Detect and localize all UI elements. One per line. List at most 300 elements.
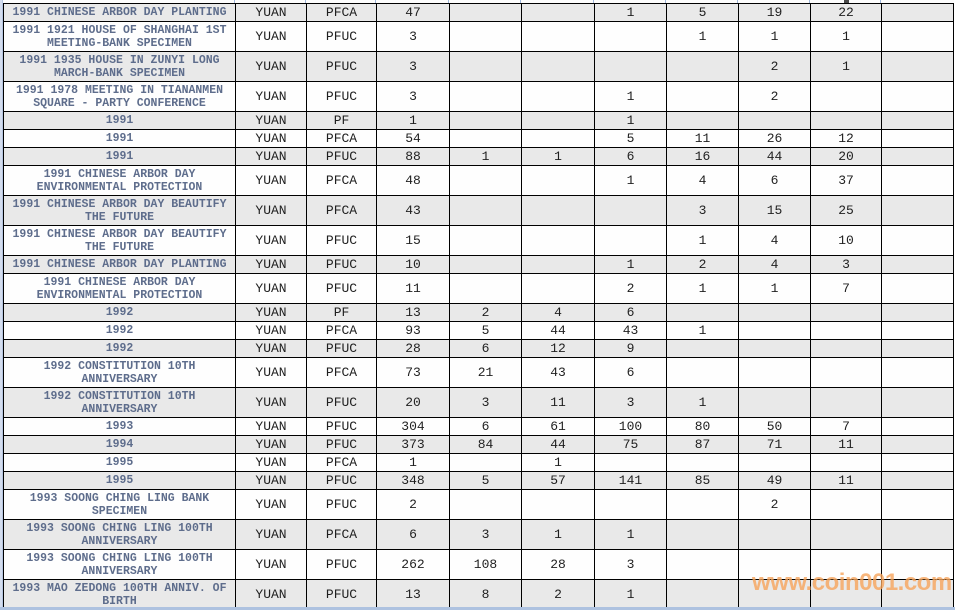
grade-col-6-cell	[811, 454, 882, 471]
grade-col-3-cell: 1	[595, 166, 667, 195]
description-cell: 1995	[4, 472, 236, 489]
grade-col-1-cell: 6	[450, 418, 522, 435]
grade-col-7-cell	[882, 82, 954, 111]
grade-col-6-cell: 7	[811, 274, 882, 303]
table-row	[4, 196, 954, 226]
grade-col-1-cell	[450, 82, 522, 111]
grade-col-1-cell: 3	[450, 388, 522, 417]
grade-col-3-cell: 43	[595, 322, 667, 339]
description-cell: 1993 SOONG CHING LING 100TH ANNIVERSARY	[4, 520, 236, 549]
grade-col-7-cell	[882, 418, 954, 435]
grade-col-5-cell	[739, 358, 811, 387]
currency-cell: YUAN	[236, 148, 307, 165]
table-row	[4, 130, 954, 148]
currency-cell: YUAN	[236, 130, 307, 147]
grade-col-6-cell	[811, 304, 882, 321]
grade-col-4-cell	[667, 112, 739, 129]
total-count-cell: 1	[377, 454, 450, 471]
grade-col-7-cell	[882, 454, 954, 471]
grade-col-2-cell: 44	[522, 436, 595, 453]
grade-col-1-cell	[450, 4, 522, 21]
grade-col-5-cell	[739, 388, 811, 417]
grade-col-4-cell: 85	[667, 472, 739, 489]
grade-col-1-cell: 2	[450, 304, 522, 321]
grade-col-1-cell: 8	[450, 580, 522, 609]
grade-col-5-cell: 26	[739, 130, 811, 147]
grade-col-5-cell	[739, 340, 811, 357]
grade-type-cell: PFUC	[307, 274, 377, 303]
grade-type-cell: PFUC	[307, 388, 377, 417]
grade-col-1-cell	[450, 130, 522, 147]
grade-col-4-cell: 1	[667, 388, 739, 417]
currency-cell: YUAN	[236, 322, 307, 339]
grade-col-7-cell	[882, 322, 954, 339]
total-count-cell: 10	[377, 256, 450, 273]
currency-cell: YUAN	[236, 520, 307, 549]
grade-col-5-cell: 19	[739, 4, 811, 21]
grade-col-4-cell: 1	[667, 22, 739, 51]
total-count-cell: 48	[377, 166, 450, 195]
currency-cell: YUAN	[236, 340, 307, 357]
grade-col-4-cell: 5	[667, 4, 739, 21]
grade-col-1-cell	[450, 112, 522, 129]
table-row	[4, 490, 954, 520]
grade-col-3-cell: 6	[595, 148, 667, 165]
grade-type-cell: PFCA	[307, 166, 377, 195]
grade-col-6-cell	[811, 340, 882, 357]
grade-col-7-cell	[882, 550, 954, 579]
sliver-column-tick	[880, 0, 881, 3]
total-count-cell: 1	[377, 112, 450, 129]
grade-col-4-cell: 16	[667, 148, 739, 165]
grade-col-5-cell: 2	[739, 490, 811, 519]
total-count-cell: 348	[377, 472, 450, 489]
grade-col-3-cell: 5	[595, 130, 667, 147]
grade-col-7-cell	[882, 256, 954, 273]
total-count-cell: 6	[377, 520, 450, 549]
currency-cell: YUAN	[236, 226, 307, 255]
description-cell: 1991 1921 HOUSE OF SHANGHAI 1ST MEETING-BANK SPECIMEN	[4, 22, 236, 51]
grade-col-6-cell	[811, 520, 882, 549]
table-row	[4, 82, 954, 112]
grade-col-4-cell: 1	[667, 226, 739, 255]
grade-col-3-cell: 2	[595, 274, 667, 303]
grade-col-5-cell: 1	[739, 274, 811, 303]
grade-col-6-cell: 3	[811, 256, 882, 273]
sliver-column-tick	[809, 0, 810, 3]
description-cell: 1992	[4, 304, 236, 321]
grade-col-6-cell: 20	[811, 148, 882, 165]
grade-col-6-cell: 22	[811, 4, 882, 21]
grade-type-cell: PFCA	[307, 196, 377, 225]
grade-col-5-cell: 50	[739, 418, 811, 435]
grade-type-cell: PFCA	[307, 4, 377, 21]
grade-col-6-cell	[811, 322, 882, 339]
grade-col-3-cell: 3	[595, 388, 667, 417]
grade-col-1-cell	[450, 490, 522, 519]
total-count-cell: 262	[377, 550, 450, 579]
grade-col-1-cell	[450, 226, 522, 255]
grade-col-7-cell	[882, 4, 954, 21]
grade-col-5-cell: 49	[739, 472, 811, 489]
grade-col-4-cell	[667, 82, 739, 111]
grade-col-2-cell	[522, 226, 595, 255]
description-cell: 1991 CHINESE ARBOR DAY BEAUTIFY THE FUTURE	[4, 196, 236, 225]
grade-col-4-cell	[667, 580, 739, 609]
grade-col-3-cell: 100	[595, 418, 667, 435]
grade-col-3-cell: 1	[595, 580, 667, 609]
table-row	[4, 22, 954, 52]
description-cell: 1991	[4, 130, 236, 147]
table-row	[4, 520, 954, 550]
grade-col-2-cell: 57	[522, 472, 595, 489]
total-count-cell: 3	[377, 22, 450, 51]
total-count-cell: 373	[377, 436, 450, 453]
grade-col-3-cell	[595, 52, 667, 81]
grade-col-2-cell	[522, 256, 595, 273]
total-count-cell: 20	[377, 388, 450, 417]
total-count-cell: 88	[377, 148, 450, 165]
table-row	[4, 304, 954, 322]
grade-type-cell: PFUC	[307, 226, 377, 255]
grade-col-1-cell: 1	[450, 148, 522, 165]
table-row	[4, 274, 954, 304]
table-row	[4, 148, 954, 166]
grade-col-7-cell	[882, 130, 954, 147]
grade-col-2-cell: 12	[522, 340, 595, 357]
sliver-column-tick	[593, 0, 594, 3]
currency-cell: YUAN	[236, 436, 307, 453]
table-row	[4, 436, 954, 454]
grade-col-3-cell: 1	[595, 4, 667, 21]
grade-col-7-cell	[882, 358, 954, 387]
grade-col-2-cell: 44	[522, 322, 595, 339]
grade-col-2-cell	[522, 490, 595, 519]
grade-type-cell: PFUC	[307, 490, 377, 519]
grade-col-3-cell: 1	[595, 520, 667, 549]
grade-col-6-cell	[811, 490, 882, 519]
grade-col-6-cell: 12	[811, 130, 882, 147]
table-row	[4, 226, 954, 256]
grade-col-3-cell: 1	[595, 112, 667, 129]
grade-col-6-cell: 7	[811, 418, 882, 435]
grade-col-4-cell	[667, 52, 739, 81]
sliver-column-tick	[737, 0, 738, 3]
table-row	[4, 4, 954, 22]
grade-col-3-cell	[595, 226, 667, 255]
grade-col-7-cell	[882, 388, 954, 417]
description-cell: 1995	[4, 454, 236, 471]
grade-col-2-cell	[522, 166, 595, 195]
description-cell: 1992 CONSTITUTION 10TH ANNIVERSARY	[4, 388, 236, 417]
grade-col-4-cell	[667, 454, 739, 471]
grade-col-5-cell	[739, 112, 811, 129]
grade-col-3-cell: 9	[595, 340, 667, 357]
grade-col-3-cell: 6	[595, 358, 667, 387]
grade-col-2-cell	[522, 4, 595, 21]
currency-cell: YUAN	[236, 196, 307, 225]
grade-col-2-cell: 1	[522, 520, 595, 549]
table-row	[4, 112, 954, 130]
grade-col-4-cell: 1	[667, 322, 739, 339]
grade-col-4-cell: 80	[667, 418, 739, 435]
grade-col-3-cell: 1	[595, 256, 667, 273]
grade-col-4-cell	[667, 520, 739, 549]
page-left-border	[0, 0, 3, 610]
grade-col-7-cell	[882, 196, 954, 225]
currency-cell: YUAN	[236, 472, 307, 489]
grade-type-cell: PFUC	[307, 22, 377, 51]
grade-col-5-cell	[739, 454, 811, 471]
total-count-cell: 2	[377, 490, 450, 519]
currency-cell: YUAN	[236, 550, 307, 579]
grade-col-2-cell: 1	[522, 454, 595, 471]
grade-col-3-cell: 1	[595, 82, 667, 111]
grade-col-1-cell: 3	[450, 520, 522, 549]
grade-col-5-cell	[739, 580, 811, 609]
grade-type-cell: PFCA	[307, 130, 377, 147]
grade-col-3-cell: 6	[595, 304, 667, 321]
table-row	[4, 358, 954, 388]
grade-col-1-cell: 84	[450, 436, 522, 453]
table-row	[4, 550, 954, 580]
grade-col-5-cell: 44	[739, 148, 811, 165]
grade-col-6-cell: 11	[811, 436, 882, 453]
currency-cell: YUAN	[236, 4, 307, 21]
description-cell: 1991	[4, 112, 236, 129]
grade-col-2-cell	[522, 112, 595, 129]
grade-col-4-cell	[667, 358, 739, 387]
grade-col-4-cell	[667, 304, 739, 321]
description-cell: 1993 MAO ZEDONG 100TH ANNIV. OF BIRTH	[4, 580, 236, 609]
grade-col-1-cell: 5	[450, 472, 522, 489]
currency-cell: YUAN	[236, 82, 307, 111]
grade-col-4-cell: 11	[667, 130, 739, 147]
grade-col-2-cell	[522, 274, 595, 303]
description-cell: 1991 CHINESE ARBOR DAY ENVIRONMENTAL PROTECTION	[4, 274, 236, 303]
total-count-cell: 43	[377, 196, 450, 225]
grade-type-cell: PFCA	[307, 454, 377, 471]
grade-type-cell: PFUC	[307, 472, 377, 489]
grade-col-7-cell	[882, 52, 954, 81]
grade-col-5-cell: 4	[739, 226, 811, 255]
population-table	[3, 4, 954, 610]
grade-col-7-cell	[882, 340, 954, 357]
grade-col-5-cell	[739, 520, 811, 549]
total-count-cell: 13	[377, 580, 450, 609]
grade-col-5-cell: 4	[739, 256, 811, 273]
partial-header-glyph	[844, 0, 849, 3]
grade-col-6-cell	[811, 358, 882, 387]
grade-col-1-cell	[450, 22, 522, 51]
grade-col-4-cell: 4	[667, 166, 739, 195]
grade-col-1-cell	[450, 196, 522, 225]
sliver-column-tick	[375, 0, 376, 3]
total-count-cell: 13	[377, 304, 450, 321]
grade-col-1-cell	[450, 52, 522, 81]
sliver-column-tick	[234, 0, 235, 3]
grade-col-4-cell	[667, 490, 739, 519]
grade-col-2-cell	[522, 52, 595, 81]
grade-col-1-cell: 6	[450, 340, 522, 357]
grade-col-5-cell: 71	[739, 436, 811, 453]
grade-col-3-cell	[595, 454, 667, 471]
table-row	[4, 580, 954, 610]
currency-cell: YUAN	[236, 418, 307, 435]
grade-col-5-cell: 15	[739, 196, 811, 225]
grade-col-6-cell: 11	[811, 472, 882, 489]
description-cell: 1991 CHINESE ARBOR DAY ENVIRONMENTAL PROTECTION	[4, 166, 236, 195]
grade-type-cell: PFCA	[307, 358, 377, 387]
grade-col-1-cell	[450, 256, 522, 273]
grade-col-4-cell: 3	[667, 196, 739, 225]
grade-col-3-cell: 141	[595, 472, 667, 489]
grade-col-5-cell	[739, 304, 811, 321]
sliver-column-tick	[665, 0, 666, 3]
table-row	[4, 166, 954, 196]
grade-col-1-cell: 108	[450, 550, 522, 579]
total-count-cell: 3	[377, 52, 450, 81]
sliver-column-tick	[305, 0, 306, 3]
grade-col-2-cell: 61	[522, 418, 595, 435]
grade-col-6-cell: 1	[811, 52, 882, 81]
description-cell: 1991 1978 MEETING IN TIANANMEN SQUARE - PARTY CONFERENCE	[4, 82, 236, 111]
description-cell: 1992 CONSTITUTION 10TH ANNIVERSARY	[4, 358, 236, 387]
grade-col-2-cell: 11	[522, 388, 595, 417]
grade-col-6-cell	[811, 388, 882, 417]
sliver-column-tick	[520, 0, 521, 3]
total-count-cell: 93	[377, 322, 450, 339]
grade-col-7-cell	[882, 112, 954, 129]
grade-type-cell: PFUC	[307, 418, 377, 435]
grade-col-6-cell: 37	[811, 166, 882, 195]
grade-col-7-cell	[882, 274, 954, 303]
description-cell: 1991 CHINESE ARBOR DAY PLANTING	[4, 256, 236, 273]
grade-col-5-cell	[739, 322, 811, 339]
cropped-row-sliver	[3, 0, 954, 4]
grade-col-3-cell	[595, 196, 667, 225]
grade-col-6-cell	[811, 580, 882, 609]
description-cell: 1994	[4, 436, 236, 453]
description-cell: 1991 1935 HOUSE IN ZUNYI LONG MARCH-BANK SPECIMEN	[4, 52, 236, 81]
description-cell: 1992	[4, 340, 236, 357]
grade-col-4-cell: 2	[667, 256, 739, 273]
grade-col-1-cell: 5	[450, 322, 522, 339]
grade-col-2-cell: 4	[522, 304, 595, 321]
grade-col-2-cell	[522, 82, 595, 111]
table-row	[4, 454, 954, 472]
currency-cell: YUAN	[236, 22, 307, 51]
grade-col-1-cell	[450, 166, 522, 195]
currency-cell: YUAN	[236, 274, 307, 303]
grade-col-7-cell	[882, 226, 954, 255]
grade-col-2-cell: 1	[522, 148, 595, 165]
total-count-cell: 28	[377, 340, 450, 357]
grade-type-cell: PFUC	[307, 580, 377, 609]
currency-cell: YUAN	[236, 112, 307, 129]
currency-cell: YUAN	[236, 256, 307, 273]
grade-type-cell: PF	[307, 304, 377, 321]
currency-cell: YUAN	[236, 166, 307, 195]
grade-col-7-cell	[882, 436, 954, 453]
description-cell: 1991 CHINESE ARBOR DAY PLANTING	[4, 4, 236, 21]
grade-col-7-cell	[882, 520, 954, 549]
total-count-cell: 304	[377, 418, 450, 435]
grade-col-7-cell	[882, 22, 954, 51]
watermark-text: www.coin001.com	[752, 569, 952, 596]
description-cell: 1991 CHINESE ARBOR DAY BEAUTIFY THE FUTURE	[4, 226, 236, 255]
grade-col-5-cell: 6	[739, 166, 811, 195]
grade-col-7-cell	[882, 472, 954, 489]
grade-col-6-cell	[811, 550, 882, 579]
grade-col-7-cell	[882, 166, 954, 195]
grade-col-7-cell	[882, 490, 954, 519]
grade-col-2-cell	[522, 130, 595, 147]
description-cell: 1993 SOONG CHING LING 100TH ANNIVERSARY	[4, 550, 236, 579]
total-count-cell: 15	[377, 226, 450, 255]
total-count-cell: 54	[377, 130, 450, 147]
grade-col-3-cell: 75	[595, 436, 667, 453]
grade-col-3-cell	[595, 22, 667, 51]
grade-col-3-cell: 3	[595, 550, 667, 579]
grade-col-4-cell	[667, 340, 739, 357]
grade-col-5-cell: 1	[739, 22, 811, 51]
grade-type-cell: PFUC	[307, 340, 377, 357]
currency-cell: YUAN	[236, 358, 307, 387]
table-row	[4, 472, 954, 490]
grade-col-2-cell: 43	[522, 358, 595, 387]
currency-cell: YUAN	[236, 304, 307, 321]
grade-type-cell: PF	[307, 112, 377, 129]
table-row	[4, 340, 954, 358]
table-row	[4, 52, 954, 82]
grade-col-6-cell	[811, 82, 882, 111]
grade-col-1-cell	[450, 274, 522, 303]
currency-cell: YUAN	[236, 454, 307, 471]
grade-col-4-cell: 1	[667, 274, 739, 303]
description-cell: 1991	[4, 148, 236, 165]
grade-col-7-cell	[882, 304, 954, 321]
currency-cell: YUAN	[236, 580, 307, 609]
currency-cell: YUAN	[236, 388, 307, 417]
description-cell: 1993 SOONG CHING LING BANK SPECIMEN	[4, 490, 236, 519]
grade-type-cell: PFUC	[307, 82, 377, 111]
total-count-cell: 47	[377, 4, 450, 21]
grade-col-6-cell: 1	[811, 22, 882, 51]
grade-col-5-cell: 2	[739, 52, 811, 81]
grade-col-4-cell: 87	[667, 436, 739, 453]
grade-col-1-cell: 21	[450, 358, 522, 387]
grade-type-cell: PFUC	[307, 52, 377, 81]
sliver-column-tick	[448, 0, 449, 3]
grade-col-7-cell	[882, 580, 954, 609]
grade-col-6-cell: 10	[811, 226, 882, 255]
grade-col-4-cell	[667, 550, 739, 579]
total-count-cell: 11	[377, 274, 450, 303]
grade-type-cell: PFUC	[307, 436, 377, 453]
description-cell: 1993	[4, 418, 236, 435]
grade-type-cell: PFUC	[307, 148, 377, 165]
table-row	[4, 322, 954, 340]
grade-col-1-cell	[450, 454, 522, 471]
grade-col-3-cell	[595, 490, 667, 519]
total-count-cell: 3	[377, 82, 450, 111]
grade-col-2-cell	[522, 22, 595, 51]
description-cell: 1992	[4, 322, 236, 339]
grade-col-6-cell	[811, 112, 882, 129]
table-row	[4, 388, 954, 418]
currency-cell: YUAN	[236, 52, 307, 81]
